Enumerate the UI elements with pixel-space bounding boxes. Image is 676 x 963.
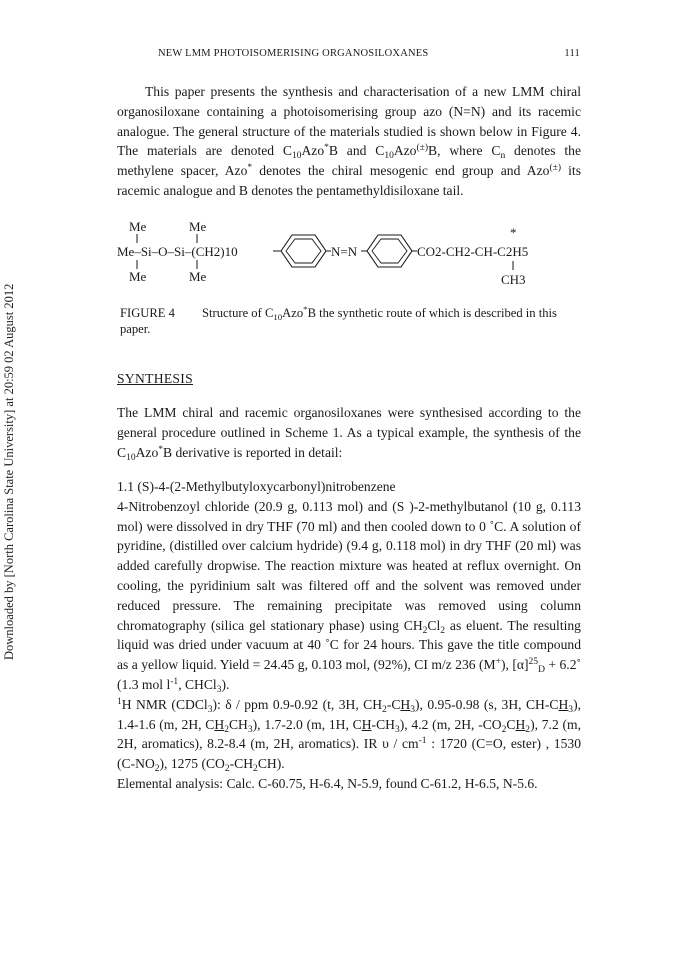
nmr-data: $^1$H NMR (CDCl$_3$): δ / ppm 0.9-0.92 (t, 3H, $CH_2-CH_3$), 0.95-0.98 (s, 3H, $CH-CH_3$), 1.4-1.6 (m, 2H, $CH_2CH_3$), 1.7-2.0 (m, 1H, $CH-CH_3$), 4.2 (m, 2H, $-CO_2CH_2$), 7.2 (m, 2H, aromatics), 8.2-8.4 (m, 2H, aromatics). IR υ / $cm^{-1}$ : 1720 (C=O, ester) , 1530 $(C-NO_2)$, 1275 $(CO_2-CH_2CH)$. — [117, 696, 582, 775]
elemental-analysis: Elemental analysis: Calc. C-60.75, H-6.4, N-5.9, found C-61.2, H-6.5, N-5.6. — [117, 775, 538, 791]
synthesis-paragraph — [117, 403, 581, 462]
methyl-label-top-2: Me — [189, 219, 207, 234]
chiral-center-star: * — [510, 225, 517, 240]
methyl-branch-label: CH3 — [501, 272, 526, 287]
section-heading: SYNTHESIS — [117, 371, 193, 386]
page-number: 111 — [564, 48, 580, 59]
figure-caption: FIGURE 4 Structure of $C_{10}Azo^*B$ the synthetic route of which is described in this paper. — [120, 304, 557, 336]
methyl-label-top-1: Me — [129, 219, 147, 234]
intro-paragraph — [117, 82, 581, 201]
running-head-title: NEW LMM PHOTOISOMERISING ORGANOSILOXANES — [158, 48, 429, 59]
running-head — [120, 48, 580, 62]
benzene-ring-1 — [281, 235, 326, 267]
methyl-label-bottom-2: Me — [189, 269, 207, 284]
chemical-structure — [117, 218, 581, 296]
procedure-text: 4-Nitrobenzoyl chloride (20.9 g, 0.113 mol) and (S )-2-methylbutanol (10 g, 0.113 mol) were dissolved in dry THF (70 ml) and then cooled down to 0 ˚C. A solution of pyridine, (distilled over calcium hydride) (9.4 g, 0.118 mol) in dry THF (20 ml) was added carefully dropwise. The reaction mixture was heated at reflux overnight. On cooling, the pyridinium salt was filtered off and the solvent was removed under reduced pressure. The remaining precipitate was removed using column chromatography (silica gel stationary phase) using $CH_2Cl_2$ as eluent. The resulting liquid was dried under vacuum at 40 ˚C for 24 hours. This gave the title compound as a yellow liquid. Yield = 24.45 g, 0.103 mol, (92%), CI m/z 236 (M+), $[\alpha]^{25}_D$ + 6.2˚ (1.3 mol $l^{-1}$, CHCl$_3$). — [117, 498, 582, 695]
methyl-label-bottom-1: Me — [129, 269, 147, 284]
download-watermark: Downloaded by [North Carolina State University] at 20:59 02 August 2012 — [2, 283, 16, 660]
ester-tail: CO2-CH2-CH-C2H5 — [417, 244, 529, 259]
intro-text: This paper presents the synthesis and characterisation of a new LMM chiral organosiloxane containing a photoisomerising group azo (N=N) and its racemic analogue. The general structure of the materials studied is shown below in Figure 4. The materials are denoted $C_{10}Azo^*B$ and $C_{10}Azo^{(\pm)}B$, where $C_n$ denotes the methylene spacer, Azo* denotes the chiral mesogenic end group and Azo(±) its racemic analogue and B denotes the pentamethyldisiloxane tail. — [117, 84, 581, 198]
figure-label: FIGURE 4 — [120, 306, 175, 320]
synthesis-text: The LMM chiral and racemic organosiloxanes were synthesised according to the general procedure outlined in Scheme 1. As a typical example, the synthesis of the $C_{10}Azo^*B$ derivative is reported in detail: — [117, 405, 581, 463]
procedure-block — [117, 477, 581, 794]
azo-group: N=N — [331, 244, 358, 259]
procedure-heading: 1.1 (S)-4-(2-Methylbutyloxycarbonyl)nitrobenzene — [117, 479, 396, 494]
siloxane-chain: Me–Si–O–Si–(CH2)10 — [117, 244, 238, 259]
benzene-ring-2 — [367, 235, 412, 267]
